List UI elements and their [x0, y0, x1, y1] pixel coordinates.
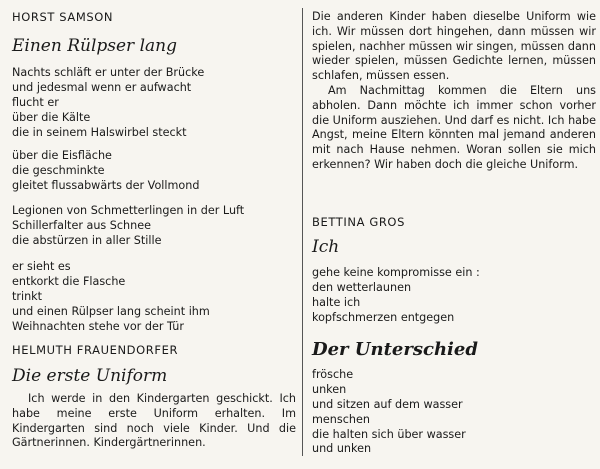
poem-line: entkorkt die Flasche — [12, 274, 126, 288]
story-paragraph-2: Die anderen Kinder haben dieselbe Uniform wie ich. Wir müssen dort hingehen, dann müssen wir spielen, nachher müssen wir singen, müssen dann wieder spielen, müssen Gedichte lernen, müssen schlafen, müssen essen. — [312, 10, 596, 83]
poem-line: menschen — [312, 412, 370, 426]
poem-line: Legionen von Schmetterlingen in der Luft — [12, 204, 245, 217]
poem-stanza-4 — [12, 260, 210, 334]
author-helmuth-frauendorfer: HELMUTH FRAUENDORFER — [12, 343, 179, 357]
poem-line: die in seinem Halswirbel steckt — [12, 125, 187, 139]
poem-line: Schillerfalter aus Schnee — [12, 218, 152, 232]
poem-line: gleitet flussabwärts der Vollmond — [12, 178, 200, 192]
poem-ich-lines — [312, 266, 480, 326]
poem-line: und einen Rülpser lang scheint ihm — [12, 304, 210, 318]
poem-line: die halten sich über wasser — [312, 427, 466, 441]
column-divider — [302, 8, 303, 456]
author-horst-samson: HORST SAMSON — [12, 10, 114, 24]
poem-stanza-2 — [12, 149, 199, 194]
poem-line: die abstürzen in aller Stille — [12, 233, 162, 247]
poem-title-ich: Ich — [312, 237, 340, 257]
poem-line: über die Kälte — [12, 110, 91, 124]
poem-line: die geschminkte — [12, 163, 105, 177]
poem-line: und unken — [312, 442, 372, 456]
poem-stanza-3 — [12, 204, 244, 249]
story-title-die-erste-uniform: Die erste Uniform — [12, 366, 168, 386]
poem-line: frösche — [312, 368, 354, 381]
poem-line: trinkt — [12, 289, 43, 303]
story-paragraph-1 — [12, 392, 296, 451]
poem-line: den wetterlaunen — [312, 280, 412, 294]
poem-line: und sitzen auf dem wasser — [312, 397, 463, 411]
poem-line: er sieht es — [12, 260, 71, 273]
story-continuation — [312, 10, 596, 173]
poem-title-der-unterschied: Der Unterschied — [312, 339, 478, 360]
poem-line: kopfschmerzen entgegen — [312, 310, 455, 324]
poem-line: Nachts schläft er unter der Brücke — [12, 66, 205, 79]
poem-line: gehe keine kompromisse ein : — [312, 266, 480, 279]
poem-stanza-1 — [12, 66, 204, 140]
poem-unterschied-lines — [312, 368, 466, 457]
poem-line: halte ich — [312, 295, 361, 309]
poem-line: unken — [312, 382, 347, 396]
poem-line: über die Eisfläche — [12, 149, 112, 162]
poem-title-einen-ruelpser-lang: Einen Rülpser lang — [12, 36, 177, 56]
poem-line: und jedesmal wenn er aufwacht — [12, 80, 192, 94]
story-paragraph-3: Am Nachmittag kommen die Eltern uns abholen. Dann möchte ich immer schon vorher die Uniform ausziehen. Und darf es nicht. Ich habe Angst, meine Eltern könnten mal jemand anderen mit nach Hause nehmen. Woran sollen sie mich erkennen? Wir haben doch die gleiche Uniform. — [312, 83, 596, 171]
poem-line: Weihnachten stehe vor der Tür — [12, 319, 184, 333]
author-bettina-gros: BETTINA GROS — [312, 215, 405, 229]
story-text: Ich werde in den Kindergarten geschickt. Ich habe meine erste Uniform erhalten. Im Kindergarten sind noch viele Kinder. Und die Gärtnerinnen. Kindergärtnerinnen. — [12, 392, 296, 450]
poem-line: flucht er — [12, 95, 59, 109]
